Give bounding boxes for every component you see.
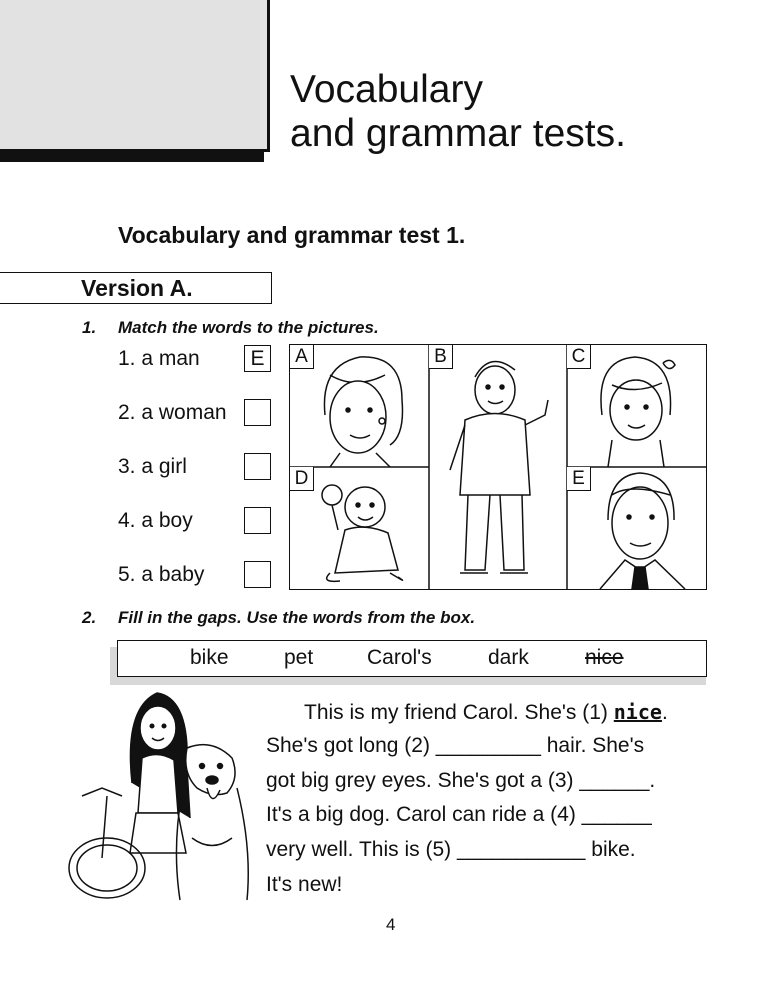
header-shadow-bar [0, 152, 264, 162]
task1-number: 1. [82, 318, 97, 337]
version-label: Version A. [81, 275, 193, 301]
answer-box-3[interactable] [244, 453, 271, 480]
page-title [290, 68, 626, 156]
title-line-1: Vocabulary [290, 68, 483, 111]
word-dark: dark [488, 646, 529, 669]
picture-letter-e: E [567, 467, 591, 491]
picture-grid [289, 344, 707, 590]
woman-picture [324, 357, 402, 467]
title-line-2: and grammar tests. [290, 112, 626, 155]
task2-number: 2. [82, 608, 97, 627]
word-box [117, 640, 707, 677]
item-4-label: 4. a boy [118, 509, 193, 532]
answer-box-5[interactable] [244, 561, 271, 588]
test-title: Vocabulary and grammar test 1. [118, 222, 466, 248]
paragraph-line-1 [304, 700, 668, 725]
picture-letter-a: A [290, 345, 314, 369]
girl-picture [601, 357, 675, 467]
answer-box-1[interactable]: E [244, 345, 271, 372]
picture-letter-b: B [429, 345, 453, 369]
picture-letter-d: D [290, 467, 314, 491]
answer-box-2[interactable] [244, 399, 271, 426]
word-nice-struck: nice [585, 646, 624, 669]
task1-instruction: Match the words to the pictures. [118, 318, 379, 337]
paragraph-line-3: got big grey eyes. She's got a (3) ______. [266, 769, 656, 792]
paragraph-line-5: very well. This is (5) ___________ bike. [266, 838, 636, 861]
picture-grid-lines [290, 345, 706, 589]
item-2-label: 2. a woman [118, 401, 227, 424]
picture-letter-c: C [567, 345, 591, 369]
paragraph-line-4: It's a big dog. Carol can ride a (4) ______ [266, 803, 652, 826]
word-pet: pet [284, 646, 314, 669]
header-grey-block [0, 0, 270, 152]
page-number: 4 [386, 915, 396, 934]
item-1-label: 1. a man [118, 347, 200, 370]
baby-picture [322, 485, 403, 581]
paragraph-line-2: She's got long (2) _________ hair. She's [266, 734, 645, 757]
boy-picture [450, 361, 548, 573]
item-5-label: 5. a baby [118, 563, 205, 586]
paragraph-line-6: It's new! [266, 873, 343, 896]
man-picture [600, 473, 685, 589]
word-bike: bike [190, 646, 229, 669]
word-carols: Carol's [367, 646, 432, 669]
gap-1-answer[interactable]: nice [613, 700, 662, 724]
item-3-label: 3. a girl [118, 455, 187, 478]
line-1-text: This is my friend Carol. She's (1) [304, 701, 614, 724]
answer-box-4[interactable] [244, 507, 271, 534]
line-1-end: . [661, 701, 668, 724]
girl-with-dog-picture [62, 688, 257, 903]
task2-instruction: Fill in the gaps. Use the words from the box. [118, 608, 476, 627]
